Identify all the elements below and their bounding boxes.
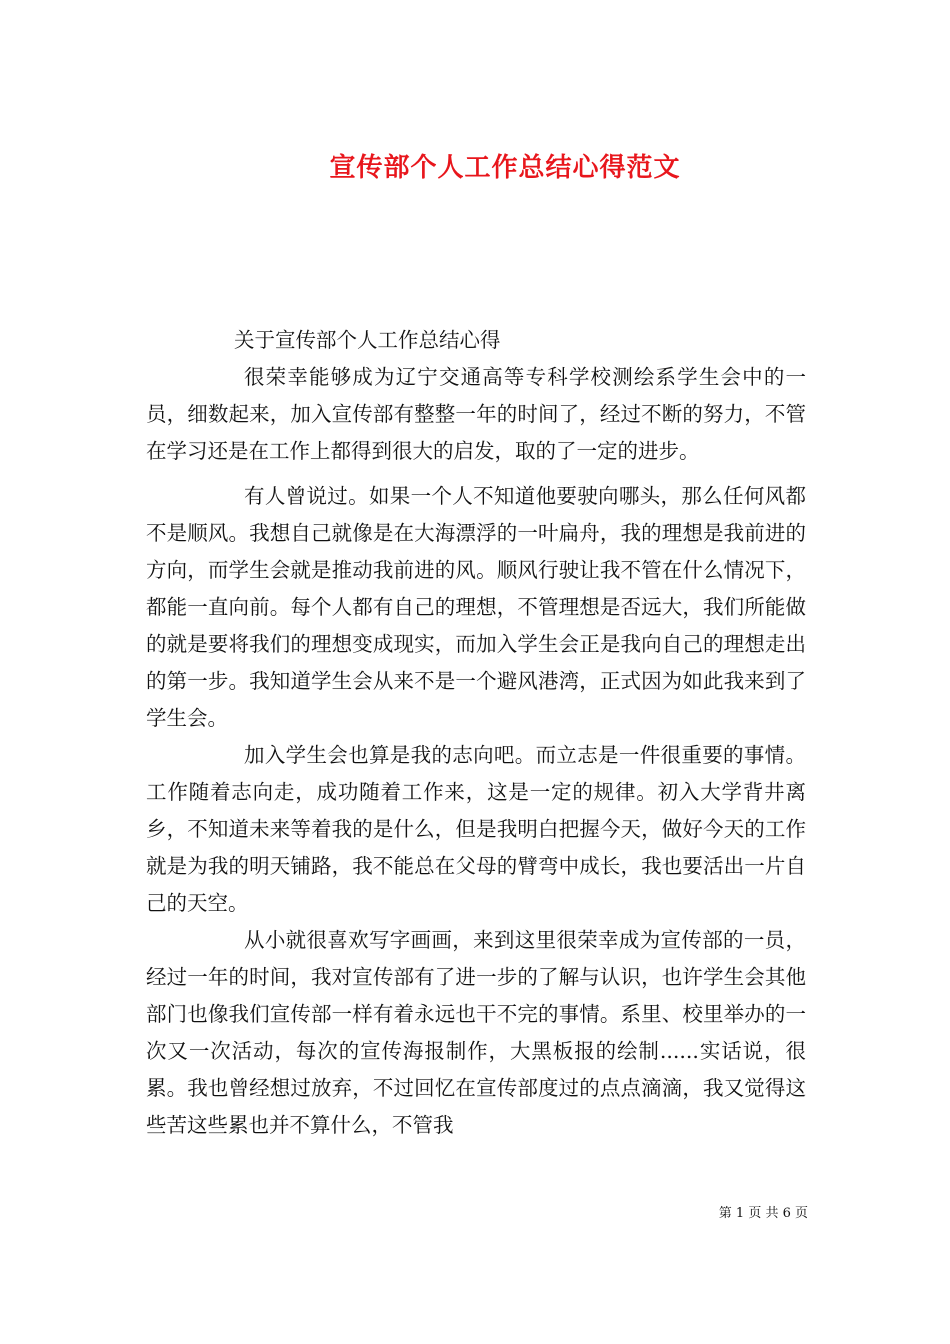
document-title: 宣传部个人工作总结心得范文	[329, 153, 681, 184]
paragraph-1: 很荣幸能够成为辽宁交通高等专科学校测绘系学生会中的一员，细数起来，加入宣传部有整整一年的时间了，经过不断的努力，不管在学习还是在工作上都得到很大的启发，取的了一定的进步。	[146, 365, 806, 463]
document-subheading: 关于宣传部个人工作总结心得	[234, 328, 501, 352]
paragraph-3: 加入学生会也算是我的志向吧。而立志是一件很重要的事情。工作随着志向走，成功随着工作来，这是一定的规律。初入大学背井离乡，不知道未来等着我的是什么，但是我明白把握今天，做好今天的工作就是为我的明天铺路，我不能总在父母的臂弯中成长，我也要活出一片自己的天空。	[146, 743, 806, 915]
document-body	[146, 322, 806, 1144]
page-number-footer: 第 1 页 共 6 页	[718, 1206, 808, 1221]
paragraph-4: 从小就很喜欢写字画画，来到这里很荣幸成为宣传部的一员，经过一年的时间，我对宣传部有了进一步的了解与认识，也许学生会其他部门也像我们宣传部一样有着永远也干不完的事情。系里、校里举办的一次又一次活动，每次的宣传海报制作，大黑板报的绘制......实话说，很累。我也曾经想过放弃，不过回忆在宣传部度过的点点滴滴，我又觉得这些苦这些累也并不算什么，不管我	[146, 928, 806, 1137]
paragraph-2: 有人曾说过。如果一个人不知道他要驶向哪头，那么任何风都不是顺风。我想自己就像是在大海漂浮的一叶扁舟，我的理想是我前进的方向，而学生会就是推动我前进的风。顺风行驶让我不管在什么情况下，都能一直向前。每个人都有自己的理想，不管理想是否远大，我们所能做的就是要将我们的理想变成现实，而加入学生会正是我向自己的理想走出的第一步。我知道学生会从来不是一个避风港湾，正式因为如此我来到了学生会。	[146, 484, 806, 730]
